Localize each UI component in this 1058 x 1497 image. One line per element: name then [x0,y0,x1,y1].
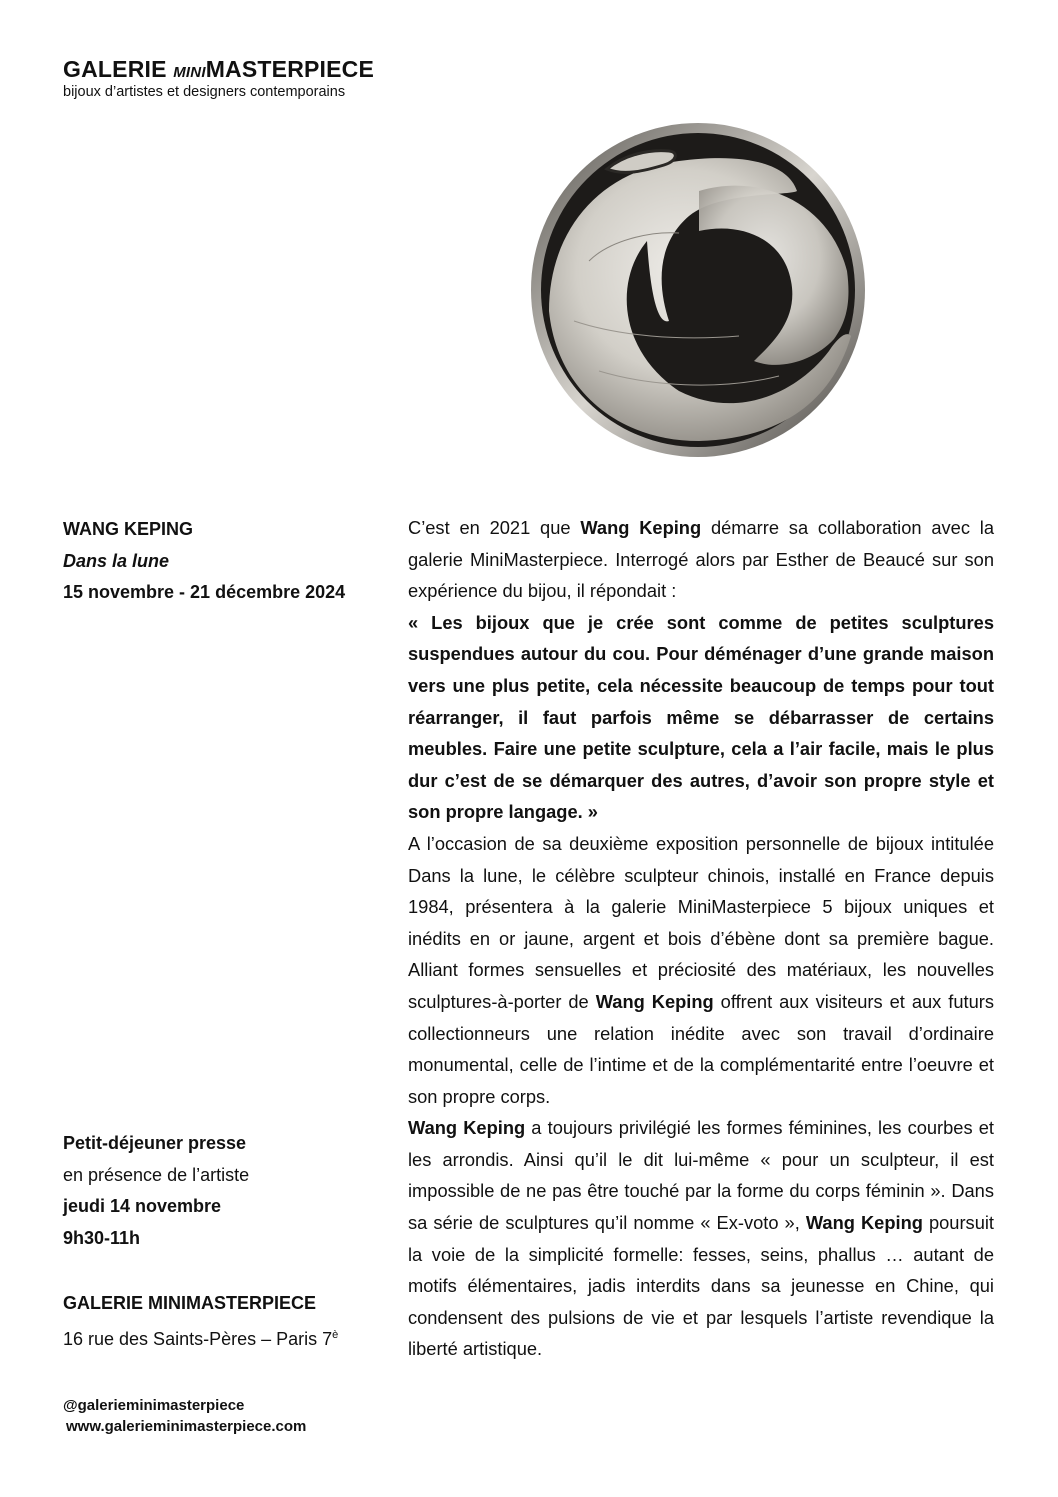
press-heading: Petit-déjeuner presse [63,1133,247,1153]
logo-tagline: bijoux d’artistes et designers contemporains [63,84,346,100]
website-link[interactable]: www.galerieminimasterpiece.com [66,1418,307,1435]
exhibition-dates: 15 novembre - 21 décembre 2024 [63,582,346,603]
artist-quote: « Les bijoux que je crée sont comme de petites sculptures suspendues autour du cou. Pour déménager d’une grande maison vers une plus petite, cela nécessite beaucoup de temps pour tout réarranger, il faut parfois même se débarrasser de certains meubles. Faire une petite sculpture, cela a l’air facile, mais le plus dur c’est de se démarquer des autres, d’avoir son propre style et son propre langage. » [408,611,994,823]
press-line: en présence de l’artiste [63,1164,250,1185]
venue-address-sup: è [332,1328,339,1341]
paragraph-exhibition [408,828,994,1112]
forms-artist-name-2: Wang Keping [805,1212,923,1234]
press-text [408,512,994,1365]
exhibition-artist-name: Wang Keping [595,990,714,1012]
venue-address-text: 16 rue des Saints-Pères – Paris 7 [63,1328,333,1349]
artist-name: WANG KEPING [63,519,194,539]
intro-text-b: démarre sa collaboration avec la galerie MiniMasterpiece. Interrogé alors par Esther de Beaucé sur son expérience du bijou, il répondait : [408,517,994,602]
gallery-logo [63,58,374,100]
venue-address [63,1320,338,1356]
forms-artist-name-1: Wang Keping [408,1117,526,1139]
forms-text-b: poursuit la voie de la simplicité formelle: fesses, seins, phallus … autant de motifs élémentaires, jadis interdits dans sa jeunesse en Chine, qui condensent des pulsions de vie et par lesquels l’artiste revendique la liberté artistique. [408,1212,995,1360]
venue-name: GALERIE MINIMASTERPIECE [63,1293,317,1313]
venue-info [63,1288,338,1355]
exhibition-info [63,514,383,609]
logo-word-galerie: GALERIE [63,56,167,82]
press-time: 9h30-11h [63,1227,141,1248]
contact-info [63,1395,306,1437]
instagram-handle: @galerieminimasterpiece [63,1397,245,1414]
exhibition-title: Dans la lune [63,550,170,571]
exhibition-text-b: offrent aux visiteurs et aux futurs collectionneurs une relation inédite avec son travail d’ordinaire monumental, celle de l’intime et de la complémentarité entre l’oeuvre et son propre corps. [408,990,994,1107]
forms-text-a: a toujours privilégié les formes féminines, les courbes et les arrondis. Ainsi qu’il le dit lui-même « pour un sculpteur, il est impossible de ne pas être touché par la forme du corps féminin ». Dans sa série de sculptures qu’il nomme « Ex-voto », [408,1117,994,1234]
logo-word-masterpiece: MASTERPIECE [205,56,375,82]
logo-wordmark [63,58,374,81]
jewel-photo [529,121,867,459]
intro-artist-name: Wang Keping [580,517,702,538]
paragraph-intro [408,512,994,607]
logo-word-mini: MINI [173,64,206,81]
paragraph-forms [408,1112,994,1365]
press-breakfast [63,1128,249,1254]
press-date: jeudi 14 novembre [63,1196,222,1217]
intro-text-a: C’est en 2021 que [408,517,581,538]
exhibition-text-a: A l’occasion de sa deuxième exposition personnelle de bijoux intitulée Dans la lune, le célèbre sculpteur chinois, installé en France depuis 1984, présentera à la galerie MiniMasterpiece 5 bijoux uniques et inédits en or jaune, argent et bois d’ébène dont sa première bague. Alliant formes sensuelles et préciosité des matériaux, les nouvelles sculptures-à-porter de [408,832,994,1012]
